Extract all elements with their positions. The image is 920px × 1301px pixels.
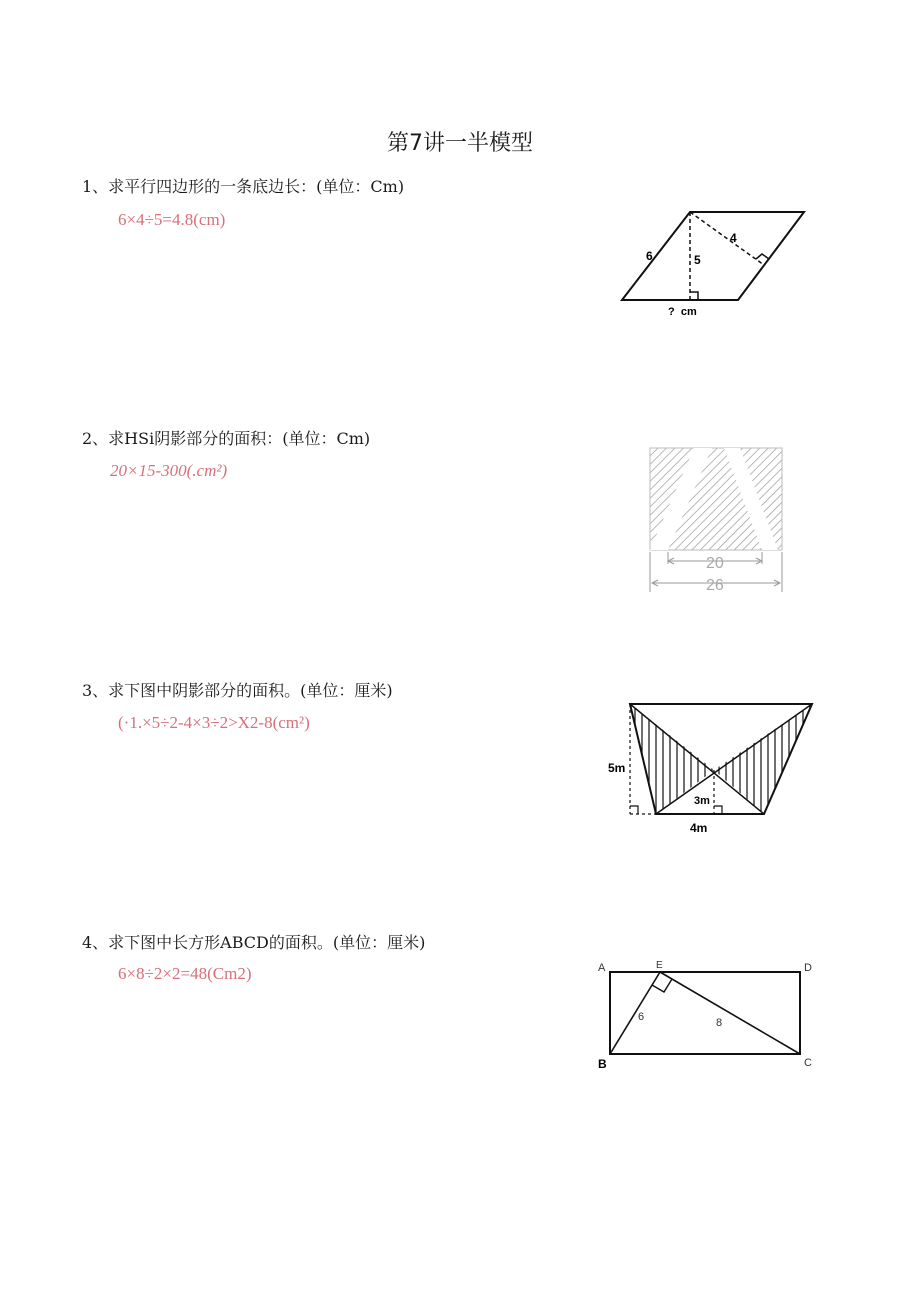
question-1: 1、求平行四边形的一条底边长：(单位：Cm) bbox=[82, 177, 405, 196]
label-leg2: 8 bbox=[716, 1017, 723, 1029]
label-height: 5 bbox=[694, 253, 701, 267]
figure-parallelogram bbox=[612, 202, 812, 322]
figure-rectangle-abcd bbox=[594, 956, 824, 1076]
label-height: 5m bbox=[608, 761, 626, 775]
label-leg1: 6 bbox=[638, 1011, 645, 1023]
answer-4: 6×8÷2×2=48(Cm2) bbox=[118, 964, 252, 983]
figure-hatched-square bbox=[640, 440, 800, 600]
label-inner: 20 bbox=[706, 555, 724, 572]
answer-1: 6×4÷5=4.8(cm) bbox=[118, 210, 226, 229]
label-e: E bbox=[656, 960, 663, 971]
label-side: 6 bbox=[646, 249, 653, 263]
label-base: 4m bbox=[690, 821, 708, 835]
answer-3: (·1.×5÷2-4×3÷2>X2-8(cm²) bbox=[118, 713, 310, 732]
label-perp: 4 bbox=[730, 231, 737, 245]
label-c: C bbox=[804, 1057, 812, 1069]
question-3: 3、求下图中阴影部分的面积。(单位：厘米) bbox=[82, 681, 393, 700]
label-base: ? cm bbox=[668, 306, 697, 318]
figure-trapezoid-bowtie bbox=[606, 694, 816, 840]
label-b: B bbox=[598, 1057, 607, 1071]
question-2: 2、求HSi阴影部分的面积：(单位：Cm) bbox=[82, 429, 371, 448]
question-4: 4、求下图中长方形ABCD的面积。(单位：厘米) bbox=[82, 933, 426, 952]
label-outer: 26 bbox=[706, 577, 724, 594]
label-inner: 3m bbox=[694, 795, 710, 807]
page-title: 第7讲一半模型 bbox=[387, 131, 533, 156]
answer-2: 20×15-300(.cm²) bbox=[110, 461, 228, 480]
label-d: D bbox=[804, 962, 812, 974]
label-a: A bbox=[598, 962, 606, 974]
